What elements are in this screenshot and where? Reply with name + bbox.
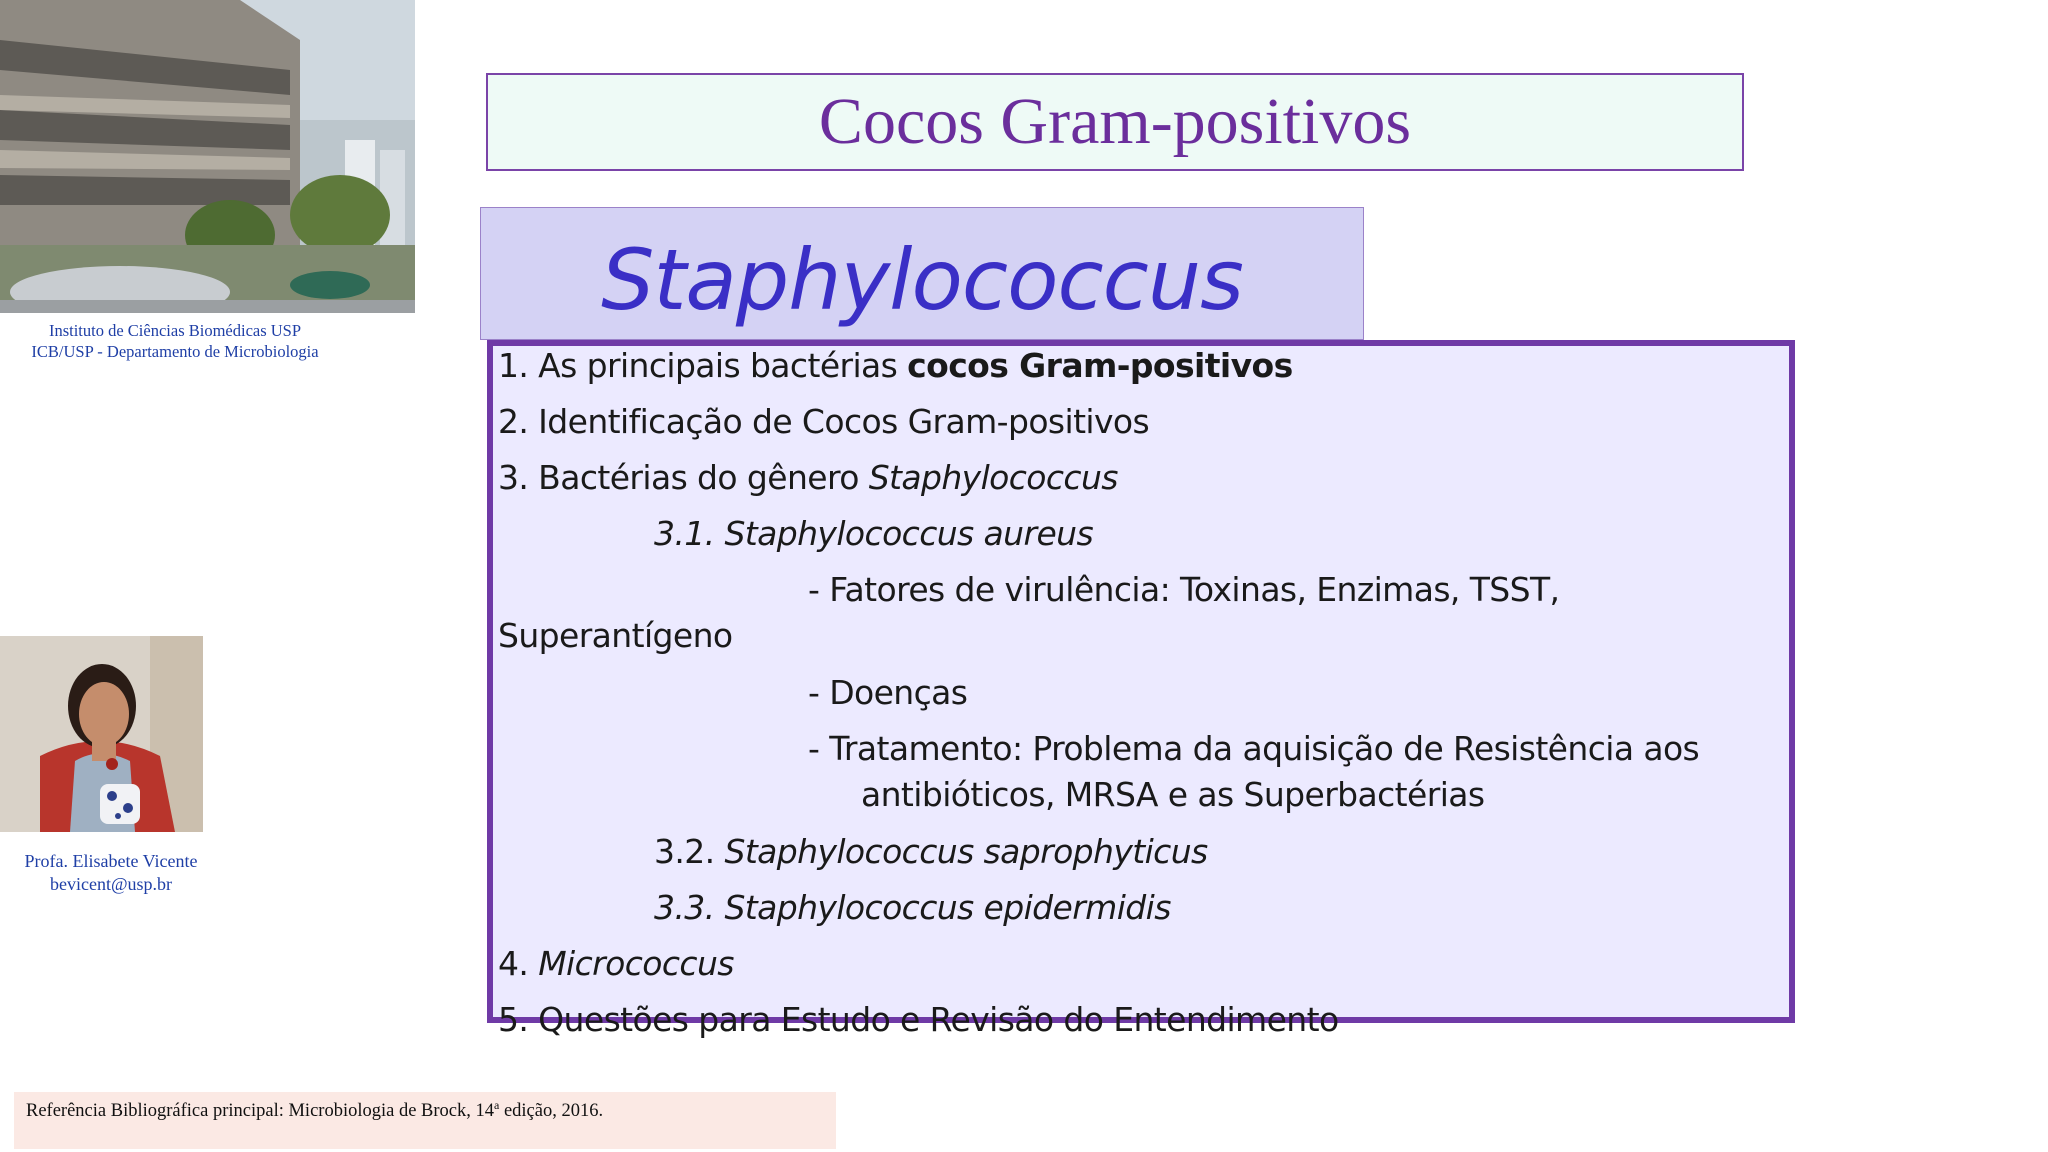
reference-text: Referência Bibliográfica principal: Microbiologia de Brock, 14 — [26, 1101, 494, 1122]
title-box — [486, 73, 1744, 171]
slide-title: Cocos Gram-positivos — [818, 85, 1412, 158]
outline-item-3-1-c-cont: antibióticos, MRSA e as Superbactérias — [861, 775, 1485, 814]
reference-sup: a — [494, 1098, 500, 1112]
outline-item-5: 5. Questões para Estudo e Revisão do Entendimento — [498, 1000, 1339, 1039]
outline-item-3 — [498, 458, 1118, 497]
outline-item-3-italic: Staphylococcus — [868, 458, 1118, 497]
outline-item-3-3: 3.3. Staphylococcus epidermidis — [654, 888, 1171, 927]
outline-item-3-1-b: - Doenças — [808, 673, 968, 712]
outline-item-3-1-a-cont: Superantígeno — [498, 616, 733, 655]
outline-item-3-2 — [654, 832, 1208, 871]
building-photo — [0, 0, 415, 313]
outline-item-4-name: Micrococcus — [538, 944, 734, 983]
outline-item-3-1-a: - Fatores de virulência: Toxinas, Enzimas, TSST, — [808, 570, 1560, 609]
institution-caption — [0, 320, 350, 362]
slide-subtitle: Staphylococcus — [601, 230, 1243, 329]
reference-box — [14, 1092, 836, 1149]
outline-item-1-bold: cocos Gram-positivos — [907, 346, 1293, 385]
author-caption — [0, 850, 222, 896]
institution-name: Instituto de Ciências Biomédicas USP — [48, 321, 302, 340]
outline-item-1 — [498, 346, 1293, 385]
author-email: bevicent@usp.br — [49, 874, 173, 894]
author-name: Profa. Elisabete Vicente — [24, 851, 198, 871]
subtitle-box — [480, 207, 1364, 340]
outline-item-4 — [498, 944, 734, 983]
outline-item-4-num: 4. — [498, 944, 539, 983]
reference-suffix: edição, 2016. — [499, 1101, 604, 1122]
outline-item-1-text: 1. As principais bactérias — [498, 346, 908, 385]
outline-item-2: 2. Identificação de Cocos Gram-positivos — [498, 402, 1150, 441]
outline-item-3-1-c: - Tratamento: Problema da aquisição de Resistência aos — [808, 729, 1700, 768]
outline-item-3-1: 3.1. Staphylococcus aureus — [654, 514, 1094, 553]
department-name: ICB/USP - Departamento de Microbiologia — [31, 342, 319, 361]
outline-item-3-2-num: 3.2. — [654, 832, 725, 871]
professor-photo — [0, 636, 203, 832]
outline-item-3-2-name: Staphylococcus saprophyticus — [724, 832, 1208, 871]
outline-item-3-text: 3. Bactérias do gênero — [498, 458, 869, 497]
